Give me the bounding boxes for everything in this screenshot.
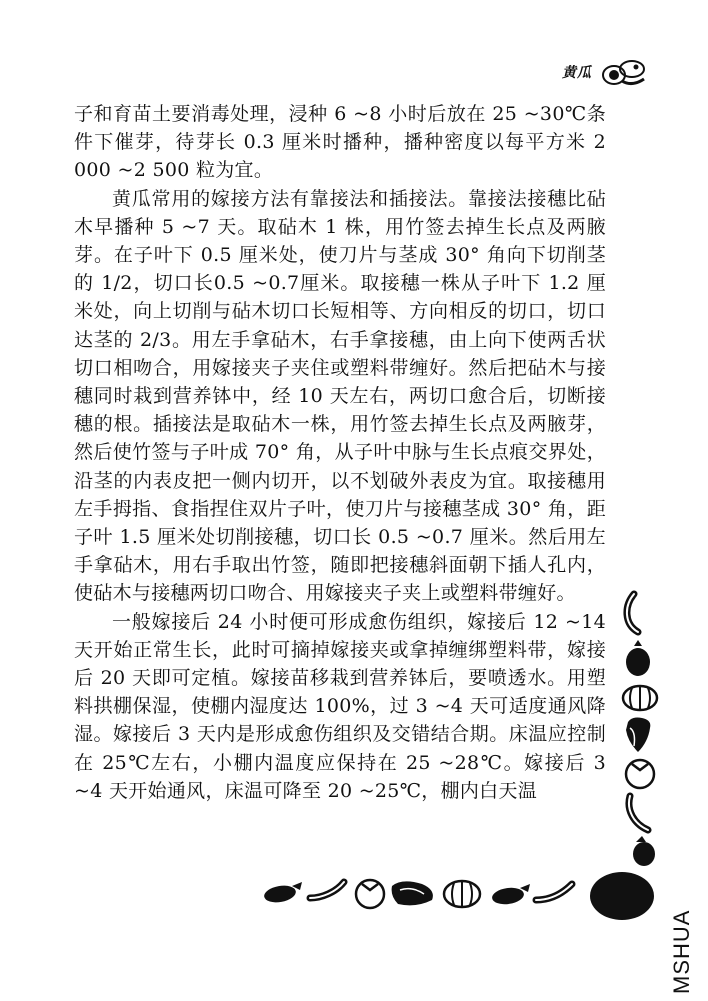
paragraph-continuation: 子和育苗土要消毒处理，浸种 6 ~8 小时后放在 25 ~30℃条件下催芽，待芽长 0.3 厘米时播种，播种密度以每平方米 2 000 ~2 500 粒为宜。	[74, 103, 606, 182]
pumpkin-icon	[444, 881, 480, 907]
pepper-icon	[392, 881, 433, 905]
watermark	[666, 886, 696, 996]
cucumber-icon	[627, 594, 638, 632]
eggplant-icon	[633, 836, 655, 866]
pepper-icon	[626, 718, 650, 753]
pumpkin-icon	[623, 686, 657, 710]
side-decoration-strip	[616, 588, 664, 870]
tomato-icon	[356, 880, 384, 908]
cucumber-icon	[536, 884, 572, 900]
cucumber-icon	[629, 796, 648, 830]
paragraph-post-grafting-care: 一般嫁接后 24 小时便可形成愈伤组织，嫁接后 12 ~14 天开始正常生长，此时可摘掉嫁接夹或拿掉缠绑塑料带，嫁接后 20 天即可定植。嫁接苗移栽到营养钵后，要喷透水。用塑料拱棚保湿，使棚内湿度达 100%，过 3 ~4 天可适度通风降湿。嫁接后 3 天内是形成愈伤组织及交错结合期。床温应控制在 25℃左右，小棚内温度应保持在 25 ~28℃。嫁接后 3 ~4 天开始通风，床温可降至 20 ~25℃，棚内白天温	[74, 610, 606, 802]
eggplant-icon	[626, 640, 650, 676]
cucumber-icon	[310, 882, 344, 898]
eggplant-icon	[263, 882, 302, 905]
page-corner-blob	[590, 872, 654, 920]
eggplant-icon	[491, 884, 530, 906]
paragraph-grafting-methods: 黄瓜常用的嫁接方法有靠接法和插接法。靠接法接穗比砧木早播种 5 ~7 天。取砧木 1 株，用竹签去掉生长点及两腋芽。在子叶下 0.5 厘米处，使刀片与茎成 30° 角向下切削茎的 1/2，切口长0.5 ~0.7厘米。取接穗一株从子叶下 1.2 厘米处，向上切削与砧木切口长短相等、方向相反的切口，切口达茎的 2/3。用左手拿砧木，右手拿接穗，由上向下使两舌状切口相吻合，用嫁接夹子夹住或塑料带缠好。然后把砧木与接穗同时栽到营养钵中，经 10 天左右，两切口愈合后，切断接穗的根。插接法是取砧木一株，用竹签去掉生长点及两腋芽，然后使竹签与子叶成 70° 角，从子叶中脉与生长点痕交界处，沿茎的内表皮把一侧内切开，以不划破外表皮为宜。取接穗用左手拇指、食指捏住双片子叶，使刀片与接穗茎成 30° 角，距子叶 1.5 厘米处切削接穗，切口长 0.5 ~0.7 厘米。然后用左手拿砧木，用右手取出竹签，随即把接穗斜面朝下插人孔内，使砧木与接穗两切口吻合、用嫁接夹子夹上或塑料带缠好。	[74, 187, 606, 605]
watermark-text: MSHUA	[669, 909, 694, 994]
tomato-icon	[626, 760, 654, 788]
bottom-decoration-strip	[262, 866, 654, 930]
running-title: 黄瓜	[562, 65, 592, 81]
running-header	[562, 55, 648, 89]
vegetable-cluster-icon	[600, 55, 648, 89]
body-text	[74, 100, 606, 805]
